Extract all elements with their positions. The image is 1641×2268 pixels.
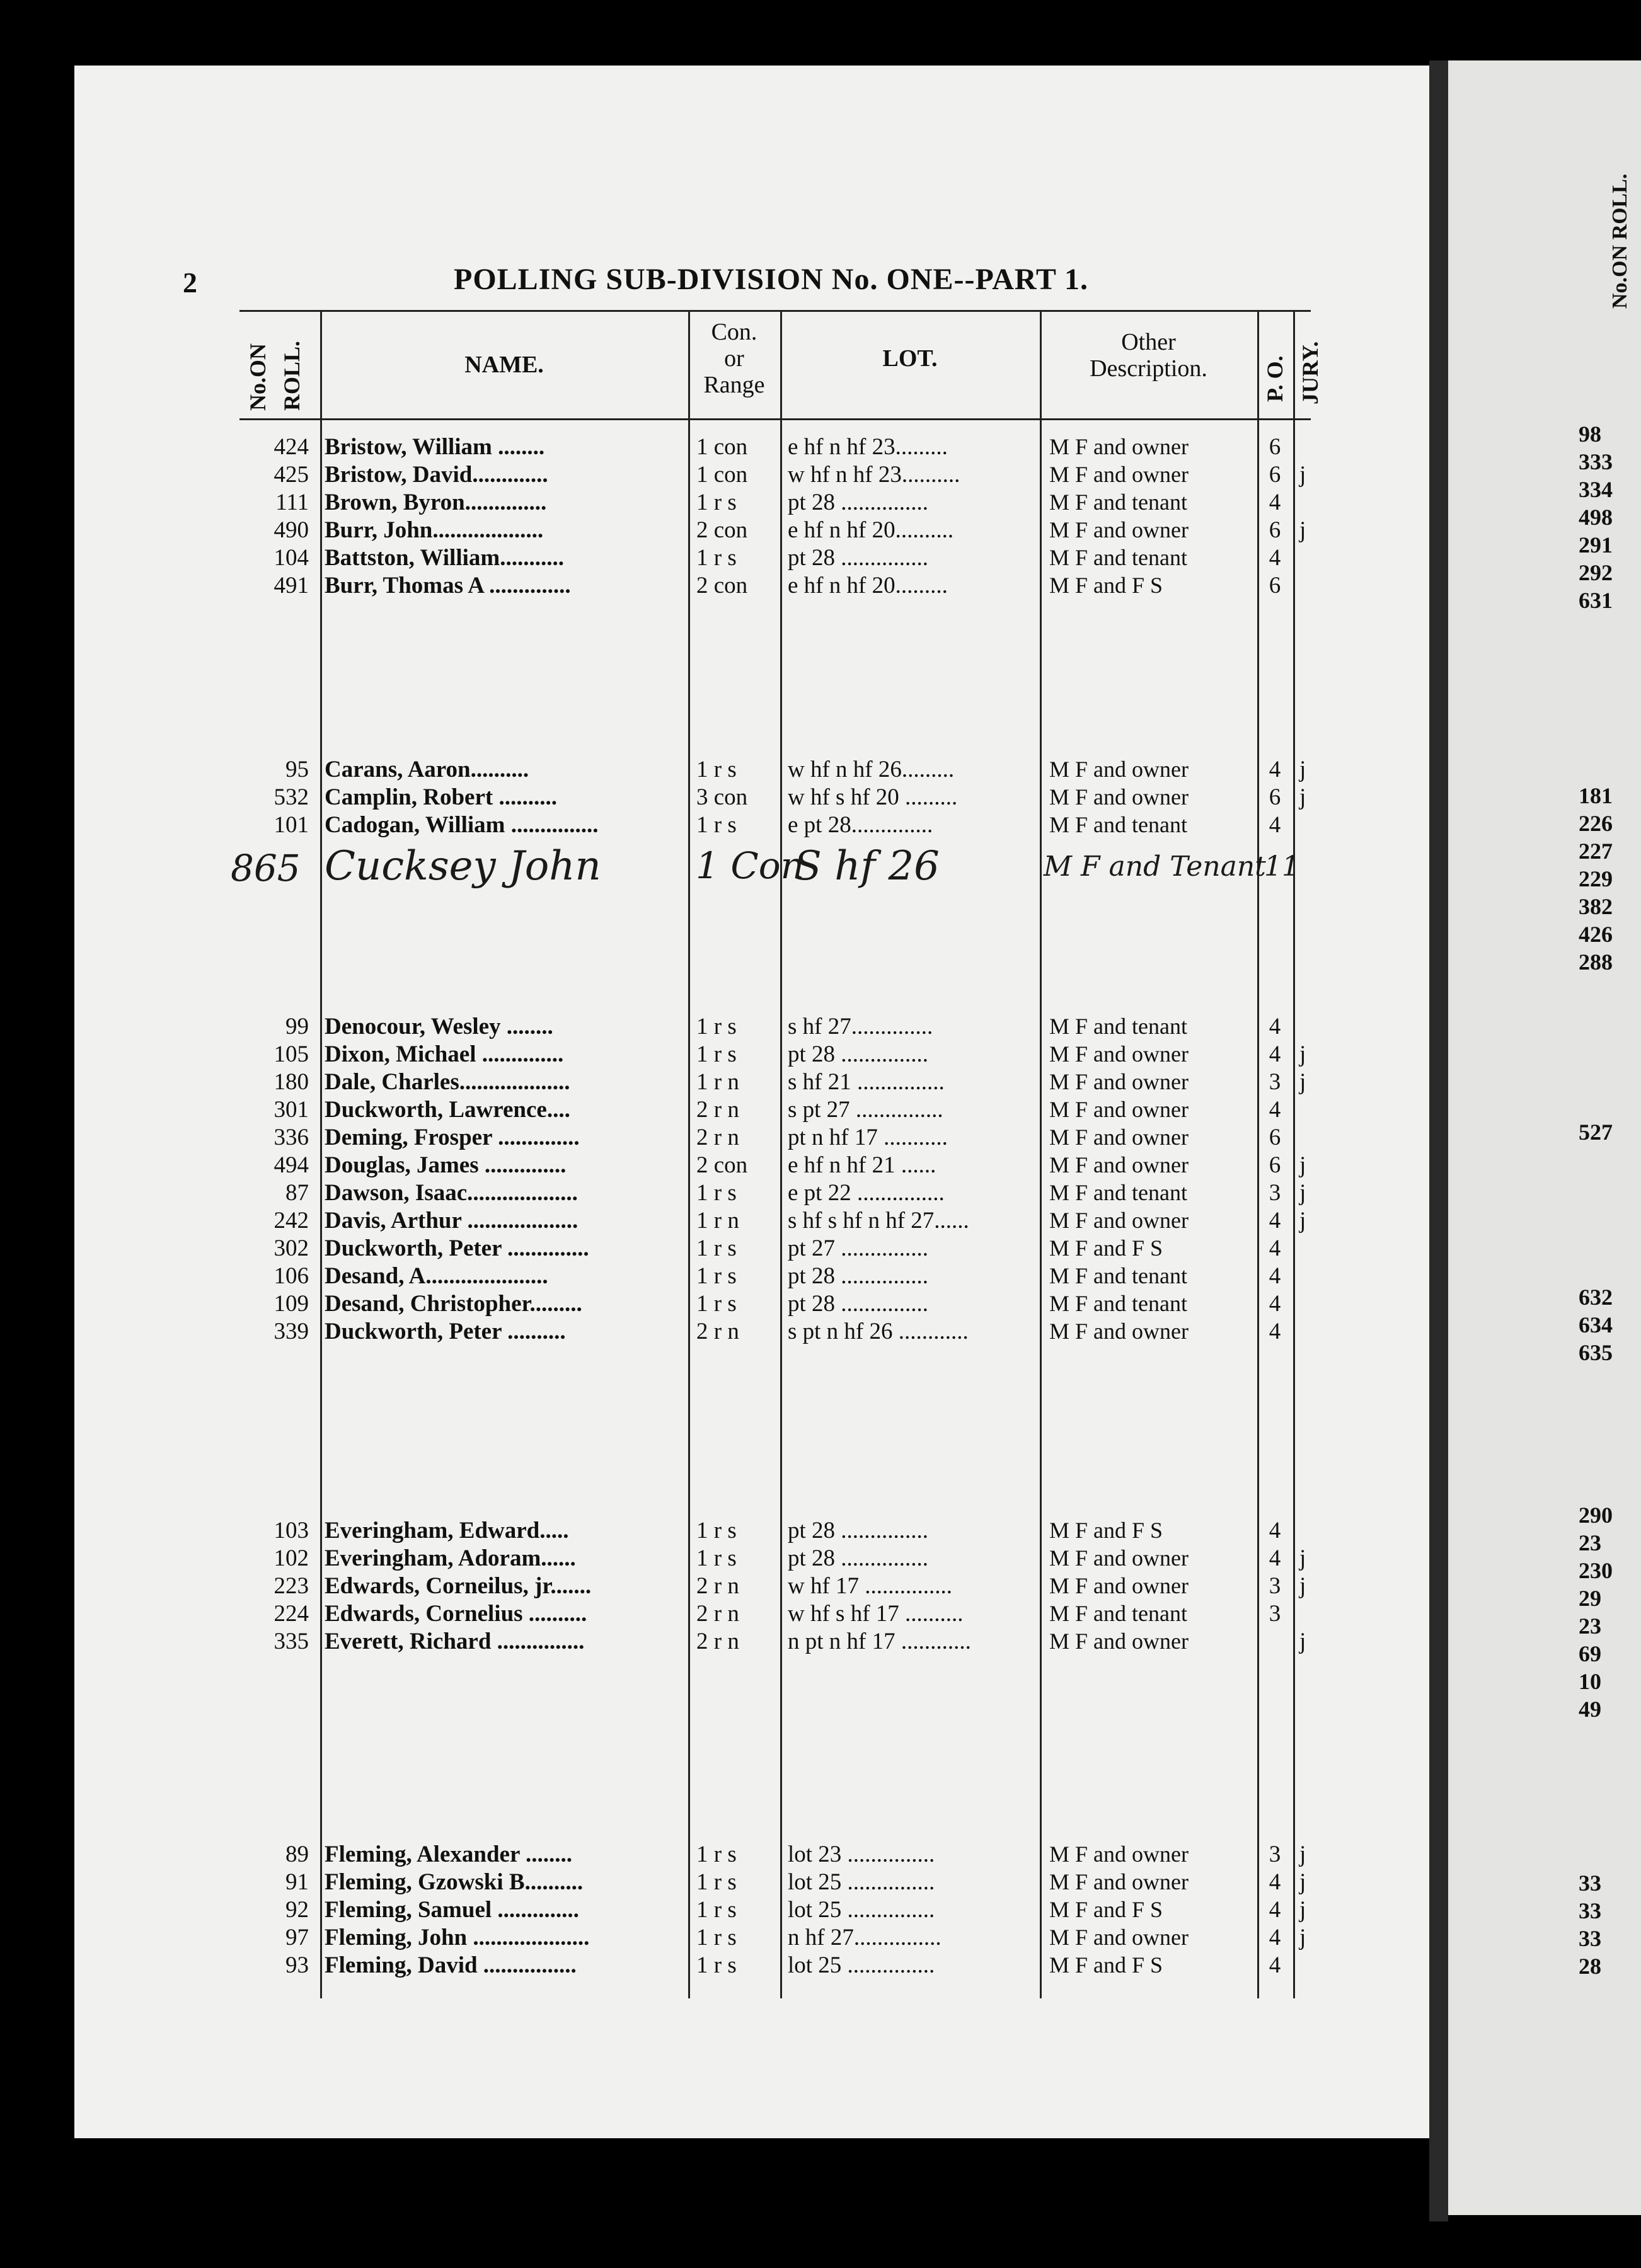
concession-cell: 2 r n bbox=[696, 1573, 739, 1599]
post-office-cell: 4 bbox=[1269, 1235, 1281, 1261]
column-rule bbox=[688, 310, 690, 1998]
voter-name-cell: Denocour, Wesley ........ bbox=[325, 1014, 553, 1040]
other-description-cell: M F and F S bbox=[1049, 1952, 1163, 1978]
voter-name-cell: Edwards, Cornelius .......... bbox=[325, 1601, 587, 1627]
roll-number-cell: 301 bbox=[274, 1097, 309, 1123]
right-page-roll-number: 29 bbox=[1579, 1586, 1601, 1611]
voter-name-cell: Desand, Christopher......... bbox=[325, 1291, 582, 1317]
roll-number-cell: 102 bbox=[274, 1545, 309, 1571]
jury-mark-cell: j bbox=[1299, 1208, 1306, 1234]
roll-number-cell: 180 bbox=[274, 1069, 309, 1095]
lot-cell: e hf n hf 23......... bbox=[788, 434, 948, 460]
roll-number-cell: 111 bbox=[275, 490, 309, 515]
jury-mark-cell: j bbox=[1299, 1041, 1306, 1067]
column-rule bbox=[320, 310, 322, 1998]
other-description-cell: M F and owner bbox=[1049, 757, 1189, 782]
post-office-cell: 4 bbox=[1269, 1263, 1281, 1289]
concession-cell: 3 con bbox=[696, 784, 748, 810]
handwritten-description: M F and Tenant bbox=[1044, 850, 1266, 883]
voter-name-cell: Deming, Frosper .............. bbox=[325, 1125, 580, 1150]
lot-cell: n hf 27............... bbox=[788, 1925, 941, 1950]
lot-cell: pt 27 ............... bbox=[788, 1235, 929, 1261]
concession-cell: 1 r s bbox=[696, 545, 737, 571]
other-description-cell: M F and tenant bbox=[1049, 1291, 1187, 1316]
post-office-cell: 6 bbox=[1269, 1152, 1281, 1178]
handwritten-roll-number: 865 bbox=[231, 847, 301, 890]
voter-name-cell: Fleming, Gzowski B.......... bbox=[325, 1869, 584, 1895]
roll-number-cell: 87 bbox=[285, 1180, 309, 1206]
voter-name-cell: Brown, Byron.............. bbox=[325, 490, 547, 515]
voter-name-cell: Fleming, David ................ bbox=[325, 1952, 577, 1978]
header-jury: JURY. bbox=[1298, 341, 1323, 404]
other-description-cell: M F and owner bbox=[1049, 517, 1189, 542]
right-page-header: No.ON ROLL. bbox=[1608, 173, 1632, 309]
post-office-cell: 6 bbox=[1269, 517, 1281, 543]
other-description-cell: M F and owner bbox=[1049, 1125, 1189, 1150]
concession-cell: 1 r s bbox=[696, 1014, 737, 1040]
header-no-on-roll-2: ROLL. bbox=[279, 340, 304, 411]
post-office-cell: 6 bbox=[1269, 1125, 1281, 1150]
voter-name-cell: Fleming, Samuel .............. bbox=[325, 1897, 579, 1923]
lot-cell: w hf n hf 26......... bbox=[788, 757, 955, 782]
roll-number-cell: 97 bbox=[285, 1925, 309, 1950]
voter-name-cell: Bristow, David............. bbox=[325, 462, 548, 488]
post-office-cell: 4 bbox=[1269, 490, 1281, 515]
other-description-cell: M F and tenant bbox=[1049, 1601, 1187, 1626]
lot-cell: pt 28 ............... bbox=[788, 1545, 929, 1571]
jury-mark-cell: j bbox=[1299, 757, 1306, 782]
roll-number-cell: 425 bbox=[274, 462, 309, 488]
roll-number-cell: 95 bbox=[285, 757, 309, 782]
right-page-roll-number: 10 bbox=[1579, 1669, 1601, 1694]
concession-cell: 1 r s bbox=[696, 1952, 737, 1978]
lot-cell: s pt n hf 26 ............ bbox=[788, 1319, 969, 1344]
voter-name-cell: Desand, A..................... bbox=[325, 1263, 548, 1289]
handwritten-lot: S hf 26 bbox=[794, 843, 940, 890]
lot-cell: w hf s hf 17 .......... bbox=[788, 1601, 964, 1627]
voter-name-cell: Douglas, James .............. bbox=[325, 1152, 567, 1178]
roll-number-cell: 103 bbox=[274, 1518, 309, 1544]
voter-name-cell: Dale, Charles................... bbox=[325, 1069, 570, 1095]
post-office-cell: 4 bbox=[1269, 1869, 1281, 1895]
lot-cell: pt 28 ............... bbox=[788, 1518, 929, 1544]
post-office-cell: 4 bbox=[1269, 545, 1281, 571]
lot-cell: lot 25 ............... bbox=[788, 1952, 935, 1978]
roll-number-cell: 109 bbox=[274, 1291, 309, 1317]
right-page-roll-number: 635 bbox=[1579, 1340, 1613, 1365]
other-description-cell: M F and tenant bbox=[1049, 490, 1187, 515]
concession-cell: 1 con bbox=[696, 462, 748, 488]
post-office-cell: 4 bbox=[1269, 1518, 1281, 1544]
right-page-roll-number: 23 bbox=[1579, 1613, 1601, 1639]
right-page-roll-number: 334 bbox=[1579, 477, 1613, 502]
roll-number-cell: 104 bbox=[274, 545, 309, 571]
post-office-cell: 4 bbox=[1269, 1291, 1281, 1317]
concession-cell: 2 con bbox=[696, 573, 748, 598]
other-description-cell: M F and owner bbox=[1049, 784, 1189, 810]
roll-number-cell: 494 bbox=[274, 1152, 309, 1178]
jury-mark-cell: j bbox=[1299, 1629, 1306, 1654]
concession-cell: 1 r s bbox=[696, 1291, 737, 1317]
post-office-cell: 4 bbox=[1269, 1897, 1281, 1923]
lot-cell: w hf 17 ............... bbox=[788, 1573, 953, 1599]
roll-number-cell: 424 bbox=[274, 434, 309, 460]
post-office-cell: 6 bbox=[1269, 434, 1281, 460]
jury-mark-cell: j bbox=[1299, 1869, 1306, 1895]
voter-name-cell: Camplin, Robert .......... bbox=[325, 784, 557, 810]
post-office-cell: 3 bbox=[1269, 1841, 1281, 1867]
concession-cell: 1 r s bbox=[696, 1263, 737, 1289]
lot-cell: lot 25 ............... bbox=[788, 1897, 935, 1923]
handwritten-name: Cucksey John bbox=[325, 843, 601, 890]
lot-cell: e hf n hf 20.......... bbox=[788, 517, 954, 543]
column-rule bbox=[780, 310, 782, 1998]
other-description-cell: M F and tenant bbox=[1049, 1263, 1187, 1288]
concession-cell: 2 r n bbox=[696, 1629, 739, 1654]
right-page-roll-number: 291 bbox=[1579, 532, 1613, 558]
header-lot: LOT. bbox=[882, 345, 938, 372]
post-office-cell: 4 bbox=[1269, 1545, 1281, 1571]
post-office-cell: 3 bbox=[1269, 1180, 1281, 1206]
other-description-cell: M F and F S bbox=[1049, 1235, 1163, 1261]
voter-name-cell: Everingham, Edward..... bbox=[325, 1518, 569, 1544]
post-office-cell: 4 bbox=[1269, 1014, 1281, 1040]
roll-number-cell: 106 bbox=[274, 1263, 309, 1289]
post-office-cell: 6 bbox=[1269, 784, 1281, 810]
lot-cell: w hf s hf 20 ......... bbox=[788, 784, 958, 810]
table-top-rule bbox=[239, 310, 1311, 312]
roll-number-cell: 101 bbox=[274, 812, 309, 838]
other-description-cell: M F and owner bbox=[1049, 1629, 1189, 1654]
roll-number-cell: 490 bbox=[274, 517, 309, 543]
post-office-cell: 6 bbox=[1269, 462, 1281, 488]
roll-number-cell: 339 bbox=[274, 1319, 309, 1344]
lot-cell: pt 28 ............... bbox=[788, 1041, 929, 1067]
lot-cell: pt 28 ............... bbox=[788, 1263, 929, 1289]
other-description-cell: M F and tenant bbox=[1049, 812, 1187, 837]
other-description-cell: M F and owner bbox=[1049, 434, 1189, 459]
post-office-cell: 4 bbox=[1269, 757, 1281, 782]
roll-number-cell: 335 bbox=[274, 1629, 309, 1654]
concession-cell: 1 r s bbox=[696, 1235, 737, 1261]
lot-cell: s hf 27.............. bbox=[788, 1014, 933, 1040]
right-page-roll-number: 631 bbox=[1579, 588, 1613, 613]
right-page-roll-number: 49 bbox=[1579, 1697, 1601, 1722]
post-office-cell: 3 bbox=[1269, 1069, 1281, 1095]
concession-cell: 1 r s bbox=[696, 812, 737, 838]
voter-name-cell: Davis, Arthur ................... bbox=[325, 1208, 579, 1234]
other-description-cell: M F and owner bbox=[1049, 1925, 1189, 1950]
header-po: P. O. bbox=[1262, 355, 1287, 402]
jury-mark-cell: j bbox=[1299, 1152, 1306, 1178]
post-office-cell: 4 bbox=[1269, 1319, 1281, 1344]
concession-cell: 1 r s bbox=[696, 490, 737, 515]
roll-number-cell: 242 bbox=[274, 1208, 309, 1234]
concession-cell: 2 r n bbox=[696, 1319, 739, 1344]
jury-mark-cell: j bbox=[1299, 1573, 1306, 1599]
other-description-cell: M F and owner bbox=[1049, 1097, 1189, 1122]
jury-mark-cell: j bbox=[1299, 517, 1306, 543]
roll-number-cell: 91 bbox=[285, 1869, 309, 1895]
voter-name-cell: Everett, Richard ............... bbox=[325, 1629, 585, 1654]
concession-cell: 2 con bbox=[696, 517, 748, 543]
other-description-cell: M F and F S bbox=[1049, 1518, 1163, 1543]
other-description-cell: M F and owner bbox=[1049, 1869, 1189, 1894]
other-description-cell: M F and owner bbox=[1049, 1841, 1189, 1867]
concession-cell: 1 r s bbox=[696, 1518, 737, 1544]
lot-cell: e pt 22 ............... bbox=[788, 1180, 945, 1206]
lot-cell: e hf n hf 21 ...... bbox=[788, 1152, 936, 1178]
concession-cell: 1 r s bbox=[696, 1180, 737, 1206]
right-page-roll-number: 333 bbox=[1579, 449, 1613, 474]
right-page-roll-number: 634 bbox=[1579, 1312, 1613, 1337]
right-page-roll-number: 230 bbox=[1579, 1558, 1613, 1583]
roll-number-cell: 93 bbox=[285, 1952, 309, 1978]
jury-mark-cell: j bbox=[1299, 1841, 1306, 1867]
post-office-cell: 4 bbox=[1269, 1208, 1281, 1234]
roll-number-cell: 491 bbox=[274, 573, 309, 598]
right-page-roll-number: 382 bbox=[1579, 894, 1613, 919]
right-page-roll-number: 292 bbox=[1579, 560, 1613, 585]
jury-mark-cell: j bbox=[1299, 1897, 1306, 1923]
jury-mark-cell: j bbox=[1299, 462, 1306, 488]
jury-mark-cell: j bbox=[1299, 1069, 1306, 1095]
right-page-roll-number: 527 bbox=[1579, 1120, 1613, 1145]
concession-cell: 1 r s bbox=[696, 1545, 737, 1571]
lot-cell: lot 23 ............... bbox=[788, 1841, 935, 1867]
header-con: Con. or Range bbox=[703, 319, 765, 398]
voter-name-cell: Burr, John................... bbox=[325, 517, 544, 543]
lot-cell: lot 25 ............... bbox=[788, 1869, 935, 1895]
right-page-roll-number: 33 bbox=[1579, 1926, 1601, 1951]
voter-name-cell: Duckworth, Peter .............. bbox=[325, 1235, 589, 1261]
post-office-cell: 3 bbox=[1269, 1601, 1281, 1627]
lot-cell: w hf n hf 23.......... bbox=[788, 462, 960, 488]
lot-cell: s hf 21 ............... bbox=[788, 1069, 945, 1095]
concession-cell: 1 r s bbox=[696, 1841, 737, 1867]
concession-cell: 1 con bbox=[696, 434, 748, 460]
lot-cell: n pt n hf 17 ............ bbox=[788, 1629, 971, 1654]
right-page-roll-number: 69 bbox=[1579, 1641, 1601, 1666]
voter-name-cell: Battston, William........... bbox=[325, 545, 564, 571]
concession-cell: 1 r s bbox=[696, 757, 737, 782]
voter-name-cell: Duckworth, Peter .......... bbox=[325, 1319, 566, 1344]
voter-name-cell: Cadogan, William ............... bbox=[325, 812, 599, 838]
voter-name-cell: Fleming, John .................... bbox=[325, 1925, 590, 1950]
right-page-roll-number: 229 bbox=[1579, 866, 1613, 891]
right-page-roll-number: 227 bbox=[1579, 839, 1613, 864]
voter-name-cell: Dixon, Michael .............. bbox=[325, 1041, 564, 1067]
other-description-cell: M F and owner bbox=[1049, 1545, 1189, 1571]
post-office-cell: 3 bbox=[1269, 1573, 1281, 1599]
right-page-roll-number: 98 bbox=[1579, 421, 1601, 447]
roll-number-cell: 89 bbox=[285, 1841, 309, 1867]
roll-number-cell: 336 bbox=[274, 1125, 309, 1150]
concession-cell: 2 r n bbox=[696, 1601, 739, 1627]
header-no-on-roll: No.ON bbox=[245, 343, 270, 411]
roll-number-cell: 224 bbox=[274, 1601, 309, 1627]
other-description-cell: M F and F S bbox=[1049, 1897, 1163, 1922]
concession-cell: 2 r n bbox=[696, 1097, 739, 1123]
other-description-cell: M F and owner bbox=[1049, 1069, 1189, 1094]
other-description-cell: M F and owner bbox=[1049, 1041, 1189, 1067]
header-other-description: Other Description. bbox=[1090, 329, 1207, 382]
post-office-cell: 4 bbox=[1269, 1097, 1281, 1123]
column-rule bbox=[1293, 310, 1295, 1998]
concession-cell: 1 r s bbox=[696, 1041, 737, 1067]
voter-roll-table bbox=[231, 310, 1323, 1998]
right-page-roll-number: 28 bbox=[1579, 1954, 1601, 1979]
roll-number-cell: 532 bbox=[274, 784, 309, 810]
lot-cell: s pt 27 ............... bbox=[788, 1097, 943, 1123]
right-page-roll-number: 290 bbox=[1579, 1503, 1613, 1528]
header-name: NAME. bbox=[464, 352, 544, 378]
right-page-roll-number: 33 bbox=[1579, 1898, 1601, 1923]
other-description-cell: M F and tenant bbox=[1049, 545, 1187, 570]
voter-name-cell: Everingham, Adoram...... bbox=[325, 1545, 576, 1571]
lot-cell: s hf s hf n hf 27...... bbox=[788, 1208, 969, 1234]
jury-mark-cell: j bbox=[1299, 1925, 1306, 1950]
other-description-cell: M F and owner bbox=[1049, 1573, 1189, 1598]
other-description-cell: M F and owner bbox=[1049, 462, 1189, 487]
roll-number-cell: 302 bbox=[274, 1235, 309, 1261]
post-office-cell: 4 bbox=[1269, 1925, 1281, 1950]
post-office-cell: 4 bbox=[1269, 1952, 1281, 1978]
page-title: POLLING SUB-DIVISION No. ONE--PART 1. bbox=[454, 263, 1088, 296]
jury-mark-cell: j bbox=[1299, 1545, 1306, 1571]
voter-name-cell: Duckworth, Lawrence.... bbox=[325, 1097, 570, 1123]
page-gutter bbox=[1429, 60, 1448, 2221]
voter-name-cell: Carans, Aaron.......... bbox=[325, 757, 529, 782]
voter-name-cell: Edwards, Corneilus, jr....... bbox=[325, 1573, 592, 1599]
right-page-roll-number: 181 bbox=[1579, 783, 1613, 808]
concession-cell: 1 r s bbox=[696, 1925, 737, 1950]
right-page-roll-number: 33 bbox=[1579, 1870, 1601, 1896]
column-rule bbox=[1040, 310, 1042, 1998]
roll-number-cell: 92 bbox=[285, 1897, 309, 1923]
other-description-cell: M F and owner bbox=[1049, 1152, 1189, 1177]
roll-number-cell: 223 bbox=[274, 1573, 309, 1599]
jury-mark-cell: j bbox=[1299, 784, 1306, 810]
header-bottom-rule bbox=[239, 418, 1311, 420]
concession-cell: 1 r s bbox=[696, 1869, 737, 1895]
concession-cell: 2 r n bbox=[696, 1125, 739, 1150]
right-page-roll-number: 226 bbox=[1579, 811, 1613, 836]
right-page-roll-number: 288 bbox=[1579, 949, 1613, 975]
lot-cell: pt 28 ............... bbox=[788, 545, 929, 571]
other-description-cell: M F and F S bbox=[1049, 573, 1163, 598]
handwritten-po: 11 bbox=[1264, 850, 1299, 883]
right-page-roll-number: 498 bbox=[1579, 505, 1613, 530]
post-office-cell: 4 bbox=[1269, 812, 1281, 838]
post-office-cell: 6 bbox=[1269, 573, 1281, 598]
voter-name-cell: Dawson, Isaac................... bbox=[325, 1180, 578, 1206]
jury-mark-cell: j bbox=[1299, 1180, 1306, 1206]
roll-number-cell: 99 bbox=[285, 1014, 309, 1040]
right-page-roll-number: 23 bbox=[1579, 1530, 1601, 1555]
other-description-cell: M F and tenant bbox=[1049, 1180, 1187, 1205]
lot-cell: pt 28 ............... bbox=[788, 490, 929, 515]
lot-cell: pt 28 ............... bbox=[788, 1291, 929, 1317]
column-rule bbox=[1257, 310, 1259, 1998]
post-office-cell: 4 bbox=[1269, 1041, 1281, 1067]
page-number: 2 bbox=[183, 266, 197, 299]
lot-cell: pt n hf 17 ........... bbox=[788, 1125, 948, 1150]
voter-name-cell: Bristow, William ........ bbox=[325, 434, 545, 460]
voter-name-cell: Burr, Thomas A .............. bbox=[325, 573, 571, 598]
concession-cell: 2 con bbox=[696, 1152, 748, 1178]
right-page-roll-number: 426 bbox=[1579, 922, 1613, 947]
concession-cell: 1 r n bbox=[696, 1208, 739, 1234]
concession-cell: 1 r s bbox=[696, 1897, 737, 1923]
lot-cell: e hf n hf 20......... bbox=[788, 573, 948, 598]
handwritten-con: 1 Con bbox=[696, 844, 804, 887]
other-description-cell: M F and tenant bbox=[1049, 1014, 1187, 1039]
lot-cell: e pt 28.............. bbox=[788, 812, 933, 838]
voter-name-cell: Fleming, Alexander ........ bbox=[325, 1841, 572, 1867]
other-description-cell: M F and owner bbox=[1049, 1319, 1189, 1344]
concession-cell: 1 r n bbox=[696, 1069, 739, 1095]
right-page-roll-number: 632 bbox=[1579, 1285, 1613, 1310]
roll-number-cell: 105 bbox=[274, 1041, 309, 1067]
other-description-cell: M F and owner bbox=[1049, 1208, 1189, 1233]
